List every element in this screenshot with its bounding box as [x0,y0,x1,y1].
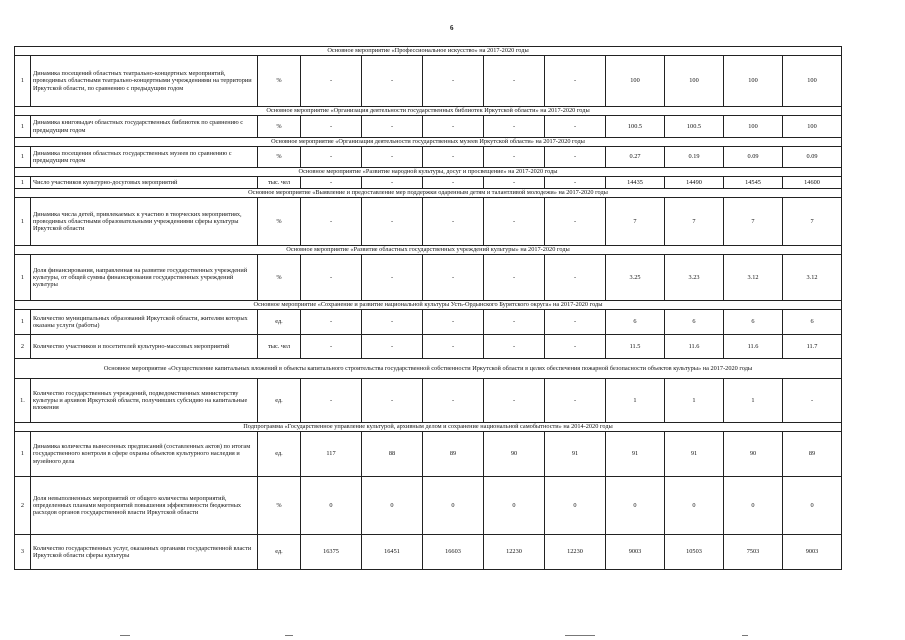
value-cell: 89 [423,432,484,477]
value-cell: 3.12 [724,255,783,301]
row-number: 1 [15,56,31,107]
section-title: Основное мероприятие «Осуществление капитальных вложений в объекты капитального строительства государственной собственности Иркутской области в целях обеспечения пожарной безопасности объектов культуры» на 2017-2020 годы [15,359,842,379]
value-cell: - [484,147,545,168]
value-cell: 0 [301,477,362,535]
section-header-row [15,107,842,116]
indicator-name: Динамика посещения областных государственных музеев по сравнению с предыдущим годом [31,147,258,168]
unit-of-measure: ед. [258,535,301,570]
table-row [15,198,842,246]
value-cell: - [423,198,484,246]
value-cell: 89 [783,432,842,477]
value-cell: - [362,255,423,301]
value-cell: - [783,379,842,423]
value-cell: - [362,147,423,168]
value-cell: - [362,56,423,107]
unit-of-measure: % [258,56,301,107]
value-cell: 14600 [783,177,842,189]
value-cell: - [362,335,423,359]
section-title: Основное мероприятие «Развитие областных государственных учреждений культуры» на 2017-2020 годы [15,246,842,255]
unit-of-measure: % [258,198,301,246]
row-number: 3 [15,535,31,570]
value-cell: 0.27 [606,147,665,168]
indicator-name: Количество муниципальных образований Иркутской области, жителям которых оказаны услуги (работы) [31,310,258,335]
indicator-name: Динамика книговыдач областных государственных библиотек по сравнению с предыдущим годом [31,116,258,138]
value-cell: 88 [362,432,423,477]
row-number: 1 [15,432,31,477]
table-row [15,432,842,477]
value-cell: 1 [606,379,665,423]
value-cell: 7 [724,198,783,246]
value-cell: 100.5 [665,116,724,138]
value-cell: 0 [606,477,665,535]
value-cell: 100 [665,56,724,107]
value-cell: 9003 [606,535,665,570]
indicator-name: Динамика числа детей, привлекаемых к участию в творческих мероприятиях, проводимых областными образовательными учреждениями сферы культуры Иркутской области [31,198,258,246]
row-number: 2 [15,477,31,535]
value-cell: - [484,56,545,107]
value-cell: 7 [783,198,842,246]
value-cell: 11.5 [606,335,665,359]
row-number: 1 [15,147,31,168]
value-cell: - [301,198,362,246]
section-title: Основное мероприятие «Организация деятельности государственных библиотек Иркутской области» на 2017-2020 годы [15,107,842,116]
section-title: Подпрограмма «Государственное управление культурой, архивным делом и сохранение национальной самобытности» на 2014-2020 годы [15,423,842,432]
section-title: Основное мероприятие «Организация деятельности государственных музеев Иркутской области» на 2017-2020 годы [15,138,842,147]
table-row [15,477,842,535]
value-cell: - [545,198,606,246]
value-cell: - [545,116,606,138]
value-cell: 12230 [484,535,545,570]
value-cell: - [423,56,484,107]
value-cell: - [301,147,362,168]
value-cell: - [545,255,606,301]
table-row [15,535,842,570]
value-cell: - [362,116,423,138]
value-cell: - [484,116,545,138]
value-cell: 91 [606,432,665,477]
value-cell: - [362,310,423,335]
value-cell: - [301,335,362,359]
value-cell: - [484,335,545,359]
value-cell: 0.19 [665,147,724,168]
value-cell: 3.25 [606,255,665,301]
section-title: Основное мероприятие «Сохранение и развитие национальной культуры Усть-Ордынского Бурятского округа» на 2017-2020 годы [15,301,842,310]
value-cell: 0.09 [724,147,783,168]
unit-of-measure: % [258,255,301,301]
value-cell: - [545,310,606,335]
value-cell: 6 [606,310,665,335]
indicators-table [14,46,842,570]
value-cell: 0 [724,477,783,535]
table-row [15,56,842,107]
value-cell: - [301,177,362,189]
unit-of-measure: ед. [258,379,301,423]
value-cell: - [301,310,362,335]
value-cell: - [423,379,484,423]
indicator-name: Динамика количества вынесенных предписаний (составленных актов) по итогам государственного контроля в сфере охраны объектов культурного наследия и музейного дела [31,432,258,477]
value-cell: 16451 [362,535,423,570]
value-cell: 7503 [724,535,783,570]
value-cell: 0 [665,477,724,535]
section-header-row [15,359,842,379]
row-number: 1 [15,310,31,335]
value-cell: 11.6 [665,335,724,359]
value-cell: 6 [665,310,724,335]
value-cell: 0 [783,477,842,535]
value-cell: - [545,147,606,168]
value-cell: 91 [665,432,724,477]
value-cell: 0 [545,477,606,535]
value-cell: 7 [665,198,724,246]
indicator-name: Количество участников и посетителей культурно-массовых мероприятий [31,335,258,359]
unit-of-measure: тыс. чел [258,335,301,359]
unit-of-measure: % [258,477,301,535]
value-cell: - [362,379,423,423]
value-cell: - [545,379,606,423]
section-title: Основное мероприятие «Развитие народной культуры, досуг и просвещение» на 2017-2020 годы [15,168,842,177]
value-cell: 14435 [606,177,665,189]
unit-of-measure: тыс. чел [258,177,301,189]
value-cell: - [545,335,606,359]
value-cell: 0 [362,477,423,535]
value-cell: 16375 [301,535,362,570]
unit-of-measure: ед. [258,432,301,477]
section-header-row [15,168,842,177]
value-cell: 0 [423,477,484,535]
value-cell: 1 [724,379,783,423]
value-cell: 1 [665,379,724,423]
value-cell: - [362,177,423,189]
section-header-row [15,189,842,198]
table-row [15,379,842,423]
value-cell: - [484,177,545,189]
table-row [15,177,842,189]
section-title: Основное мероприятие «Профессиональное искусство» на 2017-2020 годы [15,47,842,56]
value-cell: 100 [724,116,783,138]
value-cell: - [545,56,606,107]
value-cell: - [301,379,362,423]
value-cell: 3.12 [783,255,842,301]
row-number: 1 [15,255,31,301]
value-cell: - [484,310,545,335]
table-row [15,310,842,335]
value-cell: 91 [545,432,606,477]
value-cell: 16603 [423,535,484,570]
unit-of-measure: ед. [258,310,301,335]
section-header-row [15,138,842,147]
value-cell: 11.7 [783,335,842,359]
value-cell: 100 [724,56,783,107]
indicator-name: Число участников культурно-досуговых мероприятий [31,177,258,189]
value-cell: - [301,116,362,138]
value-cell: 6 [783,310,842,335]
value-cell: 7 [606,198,665,246]
row-number: 1 [15,177,31,189]
row-number: 1 [15,198,31,246]
value-cell: - [423,335,484,359]
indicator-name: Количество государственных услуг, оказанных органами государственной власти Иркутской области сферы культуры [31,535,258,570]
value-cell: - [423,310,484,335]
value-cell: 117 [301,432,362,477]
value-cell: - [423,147,484,168]
value-cell: 10503 [665,535,724,570]
table-row [15,147,842,168]
value-cell: - [484,198,545,246]
value-cell: - [423,116,484,138]
value-cell: 100.5 [606,116,665,138]
value-cell: 90 [484,432,545,477]
unit-of-measure: % [258,116,301,138]
value-cell: - [301,255,362,301]
indicator-name: Количество государственных учреждений, подведомственных министерству культуры и архивов Иркутской области, получивших субсидию на капитальные вложения [31,379,258,423]
scan-edge-marks [0,632,905,640]
section-header-row [15,423,842,432]
indicator-name: Динамика посещений областных театрально-концертных мероприятий, проводимых областными театрально-концертными учреждениями на территории Иркутской области, по сравнению с предыдущим годом [31,56,258,107]
value-cell: 0 [484,477,545,535]
table-row [15,335,842,359]
table-row [15,116,842,138]
value-cell: - [301,56,362,107]
value-cell: - [484,255,545,301]
row-number: 1 [15,116,31,138]
unit-of-measure: % [258,147,301,168]
value-cell: 14490 [665,177,724,189]
value-cell: 100 [606,56,665,107]
value-cell: 100 [783,56,842,107]
section-title: Основное мероприятие «Выявление и предоставление мер поддержки одаренным детям и талантливой молодежи» на 2017-2020 годы [15,189,842,198]
value-cell: 9003 [783,535,842,570]
row-number: 2 [15,335,31,359]
value-cell: 6 [724,310,783,335]
value-cell: 14545 [724,177,783,189]
section-header-row [15,301,842,310]
value-cell: 90 [724,432,783,477]
section-header-row [15,47,842,56]
value-cell: - [362,198,423,246]
value-cell: - [545,177,606,189]
value-cell: 100 [783,116,842,138]
indicator-name: Доля невыполненных мероприятий от общего количества мероприятий, определенных планами мероприятий повышения эффективности бюджетных расходов органов государственной власти Иркутской области [31,477,258,535]
section-header-row [15,246,842,255]
value-cell: 3.23 [665,255,724,301]
value-cell: 0.09 [783,147,842,168]
row-number: 1. [15,379,31,423]
page-number: 6 [450,24,454,32]
value-cell: 11.6 [724,335,783,359]
table-row [15,255,842,301]
value-cell: 12230 [545,535,606,570]
value-cell: - [423,255,484,301]
value-cell: - [484,379,545,423]
value-cell: - [423,177,484,189]
indicator-name: Доля финансирования, направленная на развитие государственных учреждений культуры, от общей суммы финансирования государственных учреждений культуры [31,255,258,301]
